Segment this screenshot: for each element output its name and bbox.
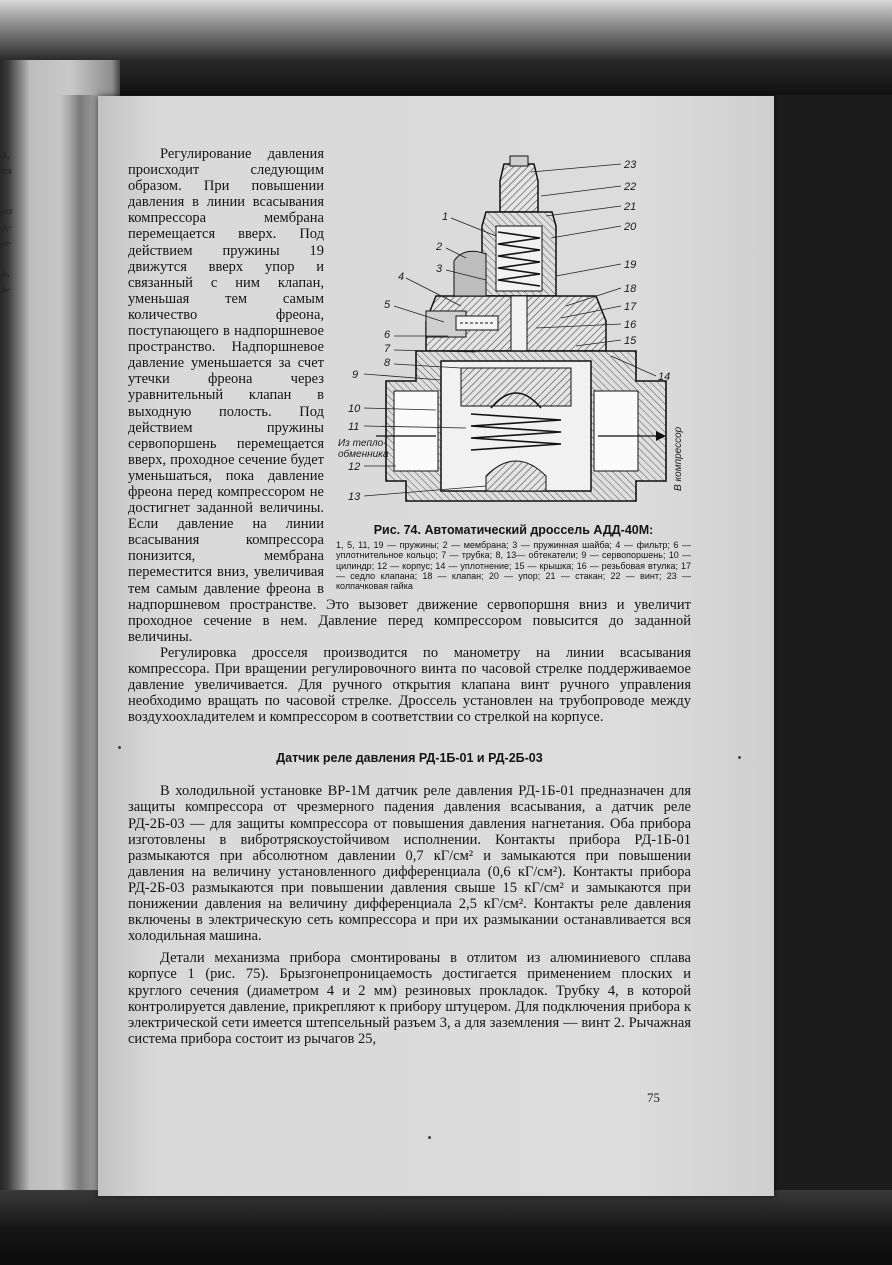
callout-21: 21 (624, 201, 637, 213)
callout-15: 15 (624, 335, 637, 347)
fragment: из (2, 205, 13, 217)
fragment: и- (2, 237, 12, 249)
callout-9: 9 (352, 369, 359, 381)
callout-5: 5 (384, 299, 391, 311)
page-content (128, 146, 691, 1047)
housing (376, 351, 666, 501)
callout-22: 22 (624, 181, 637, 193)
callout-12: 12 (348, 461, 361, 473)
inlet-label: Из тепло-обменника (338, 438, 389, 460)
paragraph-mechanism: Детали механизма прибора смонтированы в отлитом из алюминиевого сплава корпусе 1 (рис. 75). Брызгонепроницаемость достигается применением плоских и круглого сечения (диаметром 4 и 2 мм) резиновых прокладок. Трубку 4, в которой контролируется давление, прикрепляют к прибору штуцером. Для подключения прибора к электрической сети имеется штепсельный разъем 3, а для заземления — винт 2. Рычажная система прибора состоит из рычагов 25, (128, 950, 691, 1047)
callout-2: 2 (436, 241, 443, 253)
paragraph-adjustment: Регулировка дросселя производится по манометру на линии всасывания компрессора. При вращении регулировочного винта по часовой стрелке поддерживаемое давление увеличивается. Для ручного открытия клапана винт ручного управления необходимо вращать по часовой стрелке. Дроссель установлен на трубопроводе между воздухоохладителем и компрессором в соответствии со стрелкой на корпусе. (128, 644, 691, 726)
callout-23: 23 (624, 159, 637, 171)
callout-8: 8 (384, 357, 391, 369)
callout-16: 16 (624, 319, 637, 331)
callout-7: 7 (384, 343, 391, 355)
figure-caption-title: Рис. 74. Автоматический дроссель АДД-40М: (373, 523, 654, 537)
paragraph-regulation: Регулирование давления происходит следующим образом. При повышении давления в линии всасывания компрессора мембрана перемещается вверх. Под действием пружины 19 движутся вверх упор и связанный с ним клапан, уменьшая тем самым количество фреона, поступающего в надпоршневое пространство. Надпоршневое давление уменьшается за счет утечки фреона через уравнительный клапан в выходную полость. Под действием пружины сервопоршень перемещается вверх, проходное сечение будет уменьшаться, пока давление фреона перед компрессором не достигнет заданной величины. Если давление на линии всасывания компрессора понизится, мембрана переместится вниз, увеличивая тем самым давление фреона в надпоршневом пространстве. Это вызовет движение сервопоршня вниз и увеличит проходное сечение в нем. Давление перед компрессором повысится до заданной величины. (128, 146, 691, 645)
callout-10: 10 (348, 403, 361, 415)
callout-19: 19 (624, 259, 637, 271)
callout-20: 20 (624, 221, 637, 233)
facing-page-text-fragments (2, 150, 16, 310)
fragment: ся (2, 165, 12, 177)
callout-18: 18 (624, 283, 637, 295)
fragment: ь, (2, 267, 10, 279)
throttle-drawing (336, 146, 691, 521)
callout-14: 14 (658, 371, 671, 383)
book-spine-shadow (60, 95, 100, 1195)
page-number: 75 (647, 1090, 660, 1105)
callout-13: 13 (348, 491, 361, 503)
paragraph-pressure-relay: В холодильной установке ВР-1М датчик реле давления РД-1Б-01 предназначен для защиты компрессора от чрезмерного падения давления всасывания, а датчик реле РД-2Б-03 — для защиты компрессора от повышения давления нагнетания. Оба прибора изготовлены в вибротряскоустойчивом исполнении. Контакты прибора РД-1Б-01 размыкаются при абсолютном давлении 0,7 кГ/см² и замыкаются при повышении давления на величину установленного дифференциала (0,6 кГ/см²). Контакты прибора РД-2Б-03 размыкаются при повышении давления свыше 15 кГ/см² и замыкаются при понижении давления на величину дифференциала 2,5 кГ/см². Контакты реле давления включены в электрическую сеть компрессора и при их размыкании останавливается вся холодильная машина. (128, 783, 691, 945)
section-heading: Датчик реле давления РД-1Б-01 и РД-2Б-03 (276, 751, 543, 766)
callout-3: 3 (436, 263, 443, 275)
scan-top-edge (0, 0, 892, 95)
cap-nut (500, 156, 538, 212)
callout-1: 1 (442, 211, 449, 223)
scan-speck (118, 746, 121, 749)
fragment: д- (2, 221, 12, 233)
callout-11: 11 (348, 421, 360, 433)
callout-4: 4 (398, 271, 405, 283)
callout-17: 17 (624, 301, 637, 313)
fragment: а, (2, 149, 10, 161)
outlet-label: В компрессор (673, 426, 684, 491)
scan-speck (428, 1136, 431, 1139)
fragment: ь- (2, 283, 11, 295)
scan-bottom-edge (0, 1190, 892, 1265)
figure-caption-legend: 1, 5, 11, 19 — пружины; 2 — мембрана; 3 — пружинная шайба; 4 — фильтр; 6 — уплотнительное кольцо; 7 — трубка; 8, 13— обтекатели; 9 — сервопоршень; 10 — цилиндр; 12 — корпус; 14 — уплотнение; 15 — крышка; 16 — резьбовая втулка; 17 — седло клапана; 18 — клапан; 20 — упор; 21 — стакан; 22 — винт; 23 — колпачковая гайка (336, 540, 691, 592)
spring-cup (482, 212, 556, 296)
figure-74 (336, 146, 691, 591)
scan-speck (738, 756, 741, 759)
callout-6: 6 (384, 329, 391, 341)
book-page (98, 96, 774, 1196)
